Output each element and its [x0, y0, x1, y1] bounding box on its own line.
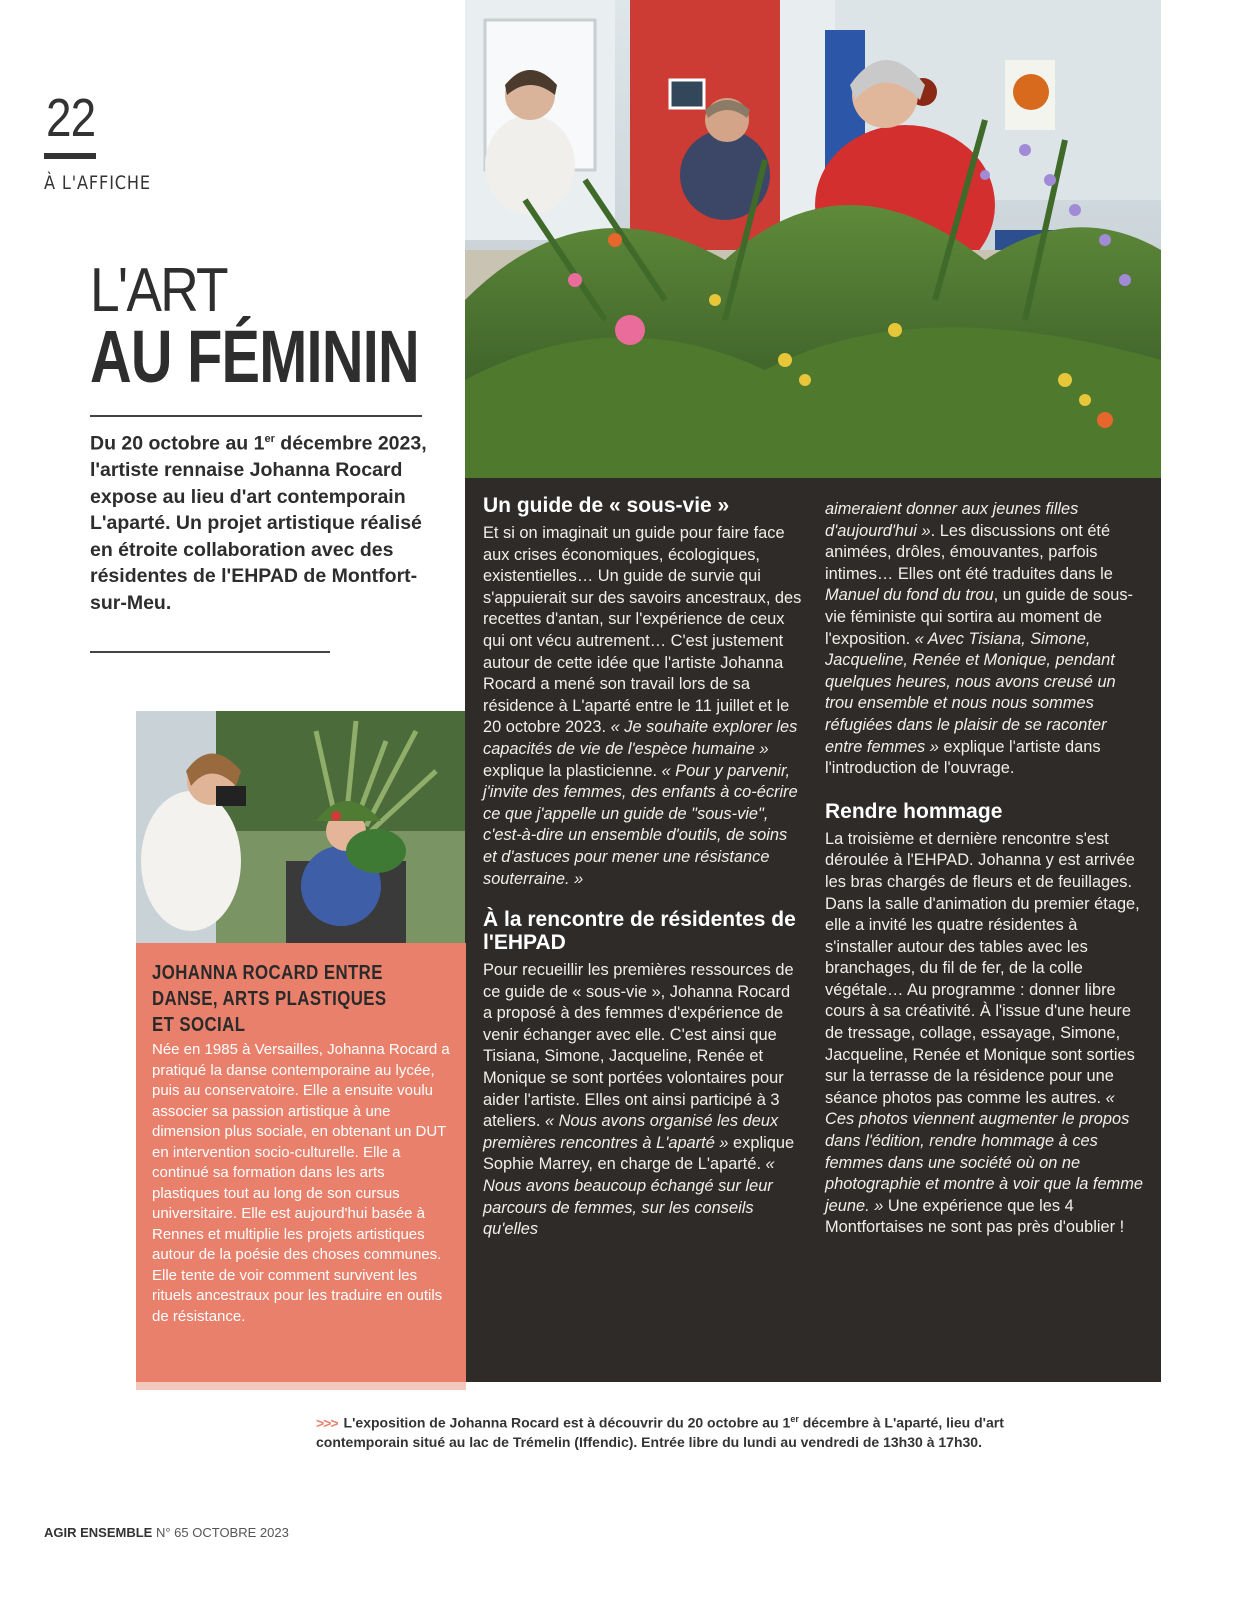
article-column-1 [483, 494, 803, 1241]
chevrons-icon: >>> [316, 1414, 338, 1431]
article-intro: Du 20 octobre au 1er décembre 2023, l'artiste rennaise Johanna Rocard expose au lieu d'art contemporain L'aparté. Un projet artistique réalisé en étroite collaboration avec des résidentes de l'EHPAD de Montfort-sur-Meu. [90, 432, 427, 614]
page-number: 22 [46, 88, 96, 148]
artist-bio-text: Née en 1985 à Versailles, Johanna Rocard a pratiqué la danse contemporaine au lycée, puis au conservatoire. Elle a ensuite voulu associer sa passion artistique à une dimension plus sociale, en obtenant un DUT en intervention socio-culturelle. Elle a continué sa formation dans les arts plastiques tout au long de son cursus universitaire. Elle est aujourd'hui basée à Rennes et multiplie les projets artistiques autour de la poésie des choses communes. Elle tente de voir comment survivent les rituels ancestraux pour les traduire en outils de résistance. [152, 1041, 450, 1325]
article-title-line2: AU FÉMININ [90, 315, 419, 398]
paragraph-rendre-hommage: La troisième et dernière rencontre s'est déroulée à l'EHPAD. Johanna y est arrivée les bras chargés de fleurs et de feuillages. Dans la salle d'animation du premier étage, elle a invité les quatre résidentes à s'installer autour des tables avec les branchages, du fil de fer, de la colle végétale… Au programme : donner libre cours à sa créativité. À l'issue d'une heure de tressage, collage, essayage, Simone, Jacqueline, Renée et Monique sont sorties sur la terrasse de la résidence pour une séance photos pas comme les autres. « Ces photos viennent augmenter le propos dans l'édition, rendre hommage à ces femmes dans une société où on ne photographie et montre à voir que la femme jeune. » Une expérience que les 4 Montfortaises ne sont pas près d'oublier ! [825, 829, 1143, 1237]
subheading-rencontre-ehpad: À la rencontre de résidentes de l'EHPAD [483, 908, 796, 955]
paragraph-guide-sous-vie: Et si on imaginait un guide pour faire face aux crises économiques, écologiques, existentielles… Un guide de survie qui s'appuierait sur des savoirs ancestraux, des recettes d'antan, sur l'expérience de ceux qui ont vécu autrement… C'est justement autour de cette idée que l'artiste Johanna Rocard a mené son travail lors de sa résidence à L'aparté entre le 11 juillet et le 20 octobre 2023. « Je souhaite explorer les capacités de vie de l'espèce humaine » explique la plasticienne. « Pour y parvenir, j'invite des femmes, des enfants à co-écrire ce que j'appelle un guide de "sous-vie", c'est-à-dire un ensemble d'outils, de soins et d'astuces pour mener une résistance souterraine. » [483, 524, 802, 888]
chapo-top-rule [90, 415, 422, 417]
subheading-guide-sous-vie: Un guide de « sous-vie » [483, 494, 730, 517]
paragraph-rencontre-ehpad: Pour recueillir les premières ressources de ce guide de « sous-vie », Johanna Rocard a proposé à des femmes d'expérience de venir échanger avec elle. C'est ainsi que Tisiana, Simone, Jacqueline, Renée et Monique se sont portées volontaires pour aider l'artiste. Elles ont ainsi participé à 3 ateliers. « Nous avons organisé les deux premières rencontres à L'aparté » explique Sophie Marrey, en charge de L'aparté. « Nous avons beaucoup échangé sur leur parcours de femmes, sur les conseils qu'elles [483, 961, 795, 1239]
chapo-bottom-rule [90, 651, 330, 653]
artist-bio-bottom-strip [136, 1382, 466, 1390]
article-column-2 [825, 499, 1145, 1239]
magazine-folio: AGIR ENSEMBLE N° 65 OCTOBRE 2023 [44, 1525, 289, 1540]
portrait-session-photo [136, 711, 466, 943]
subheading-rendre-hommage: Rendre hommage [825, 799, 1003, 823]
article-title-line1: L'ART [90, 256, 227, 325]
section-rubric: À L'AFFICHE [44, 172, 151, 194]
paragraph-continued: aimeraient donner aux jeunes filles d'aujourd'hui ». Les discussions ont été animées, drôles, émouvantes, parfois intimes… Elles ont été traduites dans le Manuel du fond du trou, un guide de sous-vie féministe qui sortira au moment de l'exposition. « Avec Tisiana, Simone, Jacqueline, Renée et Monique, pendant quelques heures, nous avons creusé un trou ensemble et nous nous sommes réfugiées dans le plaisir de se raconter entre femmes » explique l'artiste dans l'introduction de l'ouvrage. [825, 500, 1134, 778]
workshop-photo [465, 0, 1161, 478]
page-number-underline [44, 153, 96, 159]
artist-bio-title: JOHANNA ROCARD ENTRE DANSE, ARTS PLASTIQUES ET SOCIAL [152, 962, 387, 1036]
exhibition-info-note: >>> L'exposition de Johanna Rocard est à découvrir du 20 octobre au 1er décembre à L'aparté, lieu d'art contemporain situé au lac de Trémelin (Iffendic). Entrée libre du lundi au vendredi de 13h30 à 17h30. [316, 1414, 1004, 1450]
